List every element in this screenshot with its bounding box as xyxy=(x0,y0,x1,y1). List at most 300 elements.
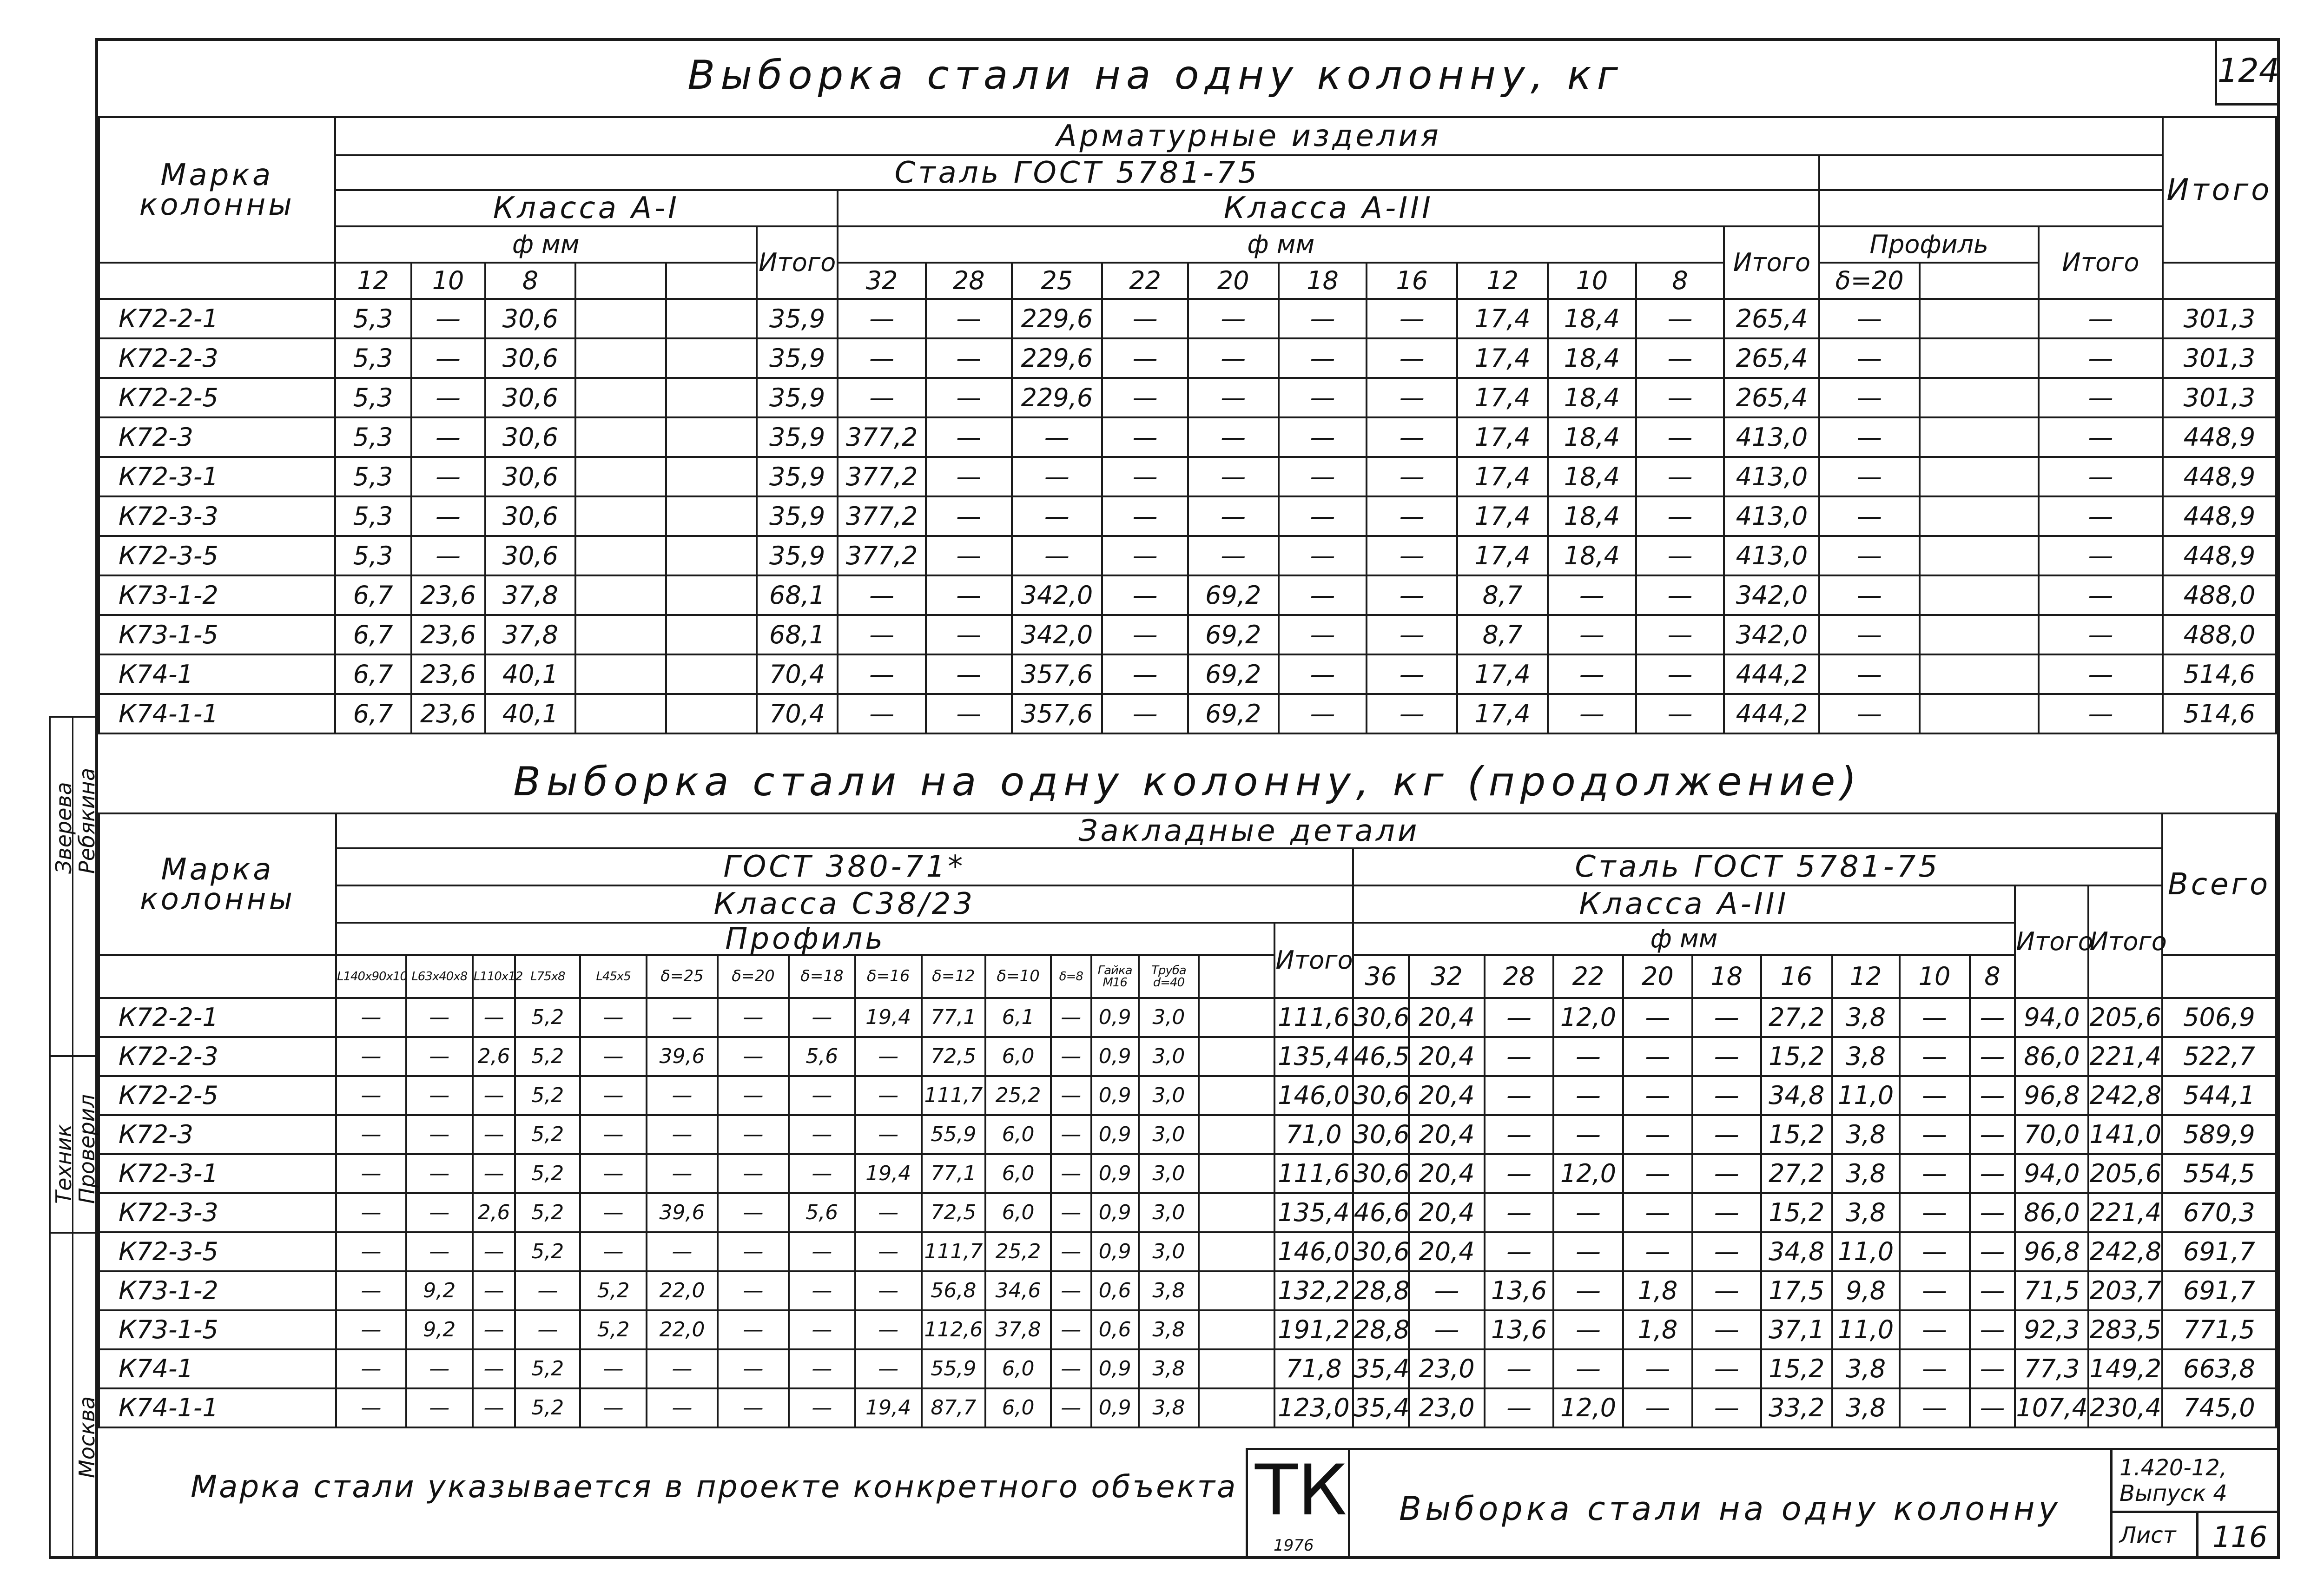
sheet-number: 116 xyxy=(2212,1520,2268,1554)
table-row xyxy=(99,1076,2276,1115)
col-head: 20 xyxy=(1623,955,1692,998)
table-cell: — xyxy=(1367,694,1457,733)
table-cell: — xyxy=(1819,378,1919,417)
table-cell xyxy=(666,654,757,694)
column-brand: К72-3-3 xyxy=(99,1193,336,1232)
table-cell: — xyxy=(1900,1388,1970,1427)
table-cell xyxy=(1199,1232,1274,1271)
table-cell: — xyxy=(1485,1232,1553,1271)
table-cell: 20,4 xyxy=(1409,1232,1485,1271)
table-cell xyxy=(666,378,757,417)
table-cell: 9,2 xyxy=(406,1310,473,1349)
page-number: 124 xyxy=(2217,52,2280,90)
table-cell: 111,7 xyxy=(922,1232,986,1271)
table-cell: — xyxy=(1636,694,1724,733)
total-cell: 301,3 xyxy=(2163,299,2276,338)
table-cell: — xyxy=(1279,694,1367,733)
subtotal-cell: 146,0 xyxy=(1274,1232,1353,1271)
table-cell: — xyxy=(1970,1232,2015,1271)
column-brand: К74-1-1 xyxy=(99,694,335,733)
table-cell: 5,3 xyxy=(335,536,411,575)
table-cell: — xyxy=(718,1232,789,1271)
table-row xyxy=(99,496,2276,536)
table-cell: — xyxy=(1970,1037,2015,1076)
table-cell: — xyxy=(855,1271,922,1310)
table-cell: — xyxy=(1051,998,1091,1037)
table-cell: 27,2 xyxy=(1761,1154,1832,1193)
table-cell: 0,9 xyxy=(1091,1115,1139,1154)
subtotal-cell: 146,0 xyxy=(1274,1076,1353,1115)
column-brand: К72-3-1 xyxy=(99,457,335,496)
table-cell: 37,8 xyxy=(485,615,576,654)
table-cell: — xyxy=(1485,1037,1553,1076)
subtotal-cell: 92,3 xyxy=(2015,1310,2088,1349)
table-cell: — xyxy=(1279,378,1367,417)
table-cell: 6,0 xyxy=(985,1115,1051,1154)
table-cell: — xyxy=(1553,1076,1623,1115)
table-cell: 3,8 xyxy=(1832,1388,1900,1427)
table-cell: — xyxy=(1970,1115,2015,1154)
table-cell: 18,4 xyxy=(1548,299,1636,338)
table-cell: 0,6 xyxy=(1091,1310,1139,1349)
col-head xyxy=(666,263,757,299)
table-cell: 23,0 xyxy=(1409,1349,1485,1388)
subtotal-cell: 71,8 xyxy=(1274,1349,1353,1388)
table-cell: 5,2 xyxy=(580,1271,647,1310)
table-cell: 6,0 xyxy=(985,1388,1051,1427)
table-cell: — xyxy=(647,1115,718,1154)
table-cell: 3,0 xyxy=(1139,998,1199,1037)
table-cell: — xyxy=(1188,457,1279,496)
table-cell: 5,6 xyxy=(789,1037,855,1076)
table-cell: 18,4 xyxy=(1548,378,1636,417)
table-cell: — xyxy=(1900,1076,1970,1115)
table-cell xyxy=(1920,299,2039,338)
subtotal-cell: 265,4 xyxy=(1724,338,1819,378)
table-cell: 46,6 xyxy=(1353,1193,1409,1232)
col-head: 25 xyxy=(1012,263,1103,299)
table-cell: 13,6 xyxy=(1485,1310,1553,1349)
table-cell: — xyxy=(1279,575,1367,615)
table-cell: — xyxy=(1279,496,1367,536)
table-cell: 3,8 xyxy=(1832,1349,1900,1388)
subtotal-cell: 86,0 xyxy=(2015,1037,2088,1076)
subtotal-cell: 35,9 xyxy=(757,299,838,338)
table-cell: 72,5 xyxy=(922,1193,986,1232)
table-cell xyxy=(575,417,666,457)
col-head: L45x5 xyxy=(580,955,647,998)
subtotal-cell: 413,0 xyxy=(1724,457,1819,496)
table-cell: — xyxy=(336,1271,406,1310)
table-cell: 112,6 xyxy=(922,1310,986,1349)
table-cell: — xyxy=(1102,496,1188,536)
table-cell: — xyxy=(406,1349,473,1388)
table-cell xyxy=(575,654,666,694)
table-cell: — xyxy=(411,299,485,338)
col-head xyxy=(1199,955,1274,998)
table-cell: 30,6 xyxy=(485,417,576,457)
subtotal-cell: 96,8 xyxy=(2015,1232,2088,1271)
table-cell xyxy=(575,457,666,496)
column-brand: К73-1-2 xyxy=(99,1271,336,1310)
table-cell: — xyxy=(1623,1115,1692,1154)
table-cell: — xyxy=(926,654,1012,694)
table-cell: — xyxy=(1970,1271,2015,1310)
table-cell: — xyxy=(718,1037,789,1076)
table-cell: 3,0 xyxy=(1139,1076,1199,1115)
table-cell: — xyxy=(580,998,647,1037)
table-row xyxy=(99,457,2276,496)
subtotal-cell: 242,8 xyxy=(2088,1076,2162,1115)
table-cell: 6,7 xyxy=(335,694,411,733)
itogo-a-header: Итого xyxy=(2015,885,2088,998)
blank-cell xyxy=(1920,263,2039,299)
footer-series-mid xyxy=(2110,1511,2280,1513)
table-cell: — xyxy=(718,1154,789,1193)
table-cell: 2,6 xyxy=(473,1037,515,1076)
col-head: L63x40x8 xyxy=(406,955,473,998)
table-cell xyxy=(1199,1388,1274,1427)
blank-cell xyxy=(2162,955,2276,998)
col-head: 20 xyxy=(1188,263,1279,299)
col-head: 8 xyxy=(485,263,576,299)
col-head: 32 xyxy=(838,263,926,299)
col-head: δ=10 xyxy=(985,955,1051,998)
table-cell: 23,6 xyxy=(411,615,485,654)
table-cell xyxy=(1199,1271,1274,1310)
table-cell: 77,1 xyxy=(922,998,986,1037)
table-cell: 18,4 xyxy=(1548,338,1636,378)
total-cell: 488,0 xyxy=(2163,615,2276,654)
table-cell: — xyxy=(411,378,485,417)
table-cell: 3,8 xyxy=(1832,1115,1900,1154)
table-cell: — xyxy=(1367,378,1457,417)
subtotal-cell: 96,8 xyxy=(2015,1076,2088,1115)
table-cell: — xyxy=(580,1193,647,1232)
table-cell: — xyxy=(1051,1115,1091,1154)
dia-header-2: ф мм xyxy=(1353,923,2015,955)
table-cell: 22,0 xyxy=(647,1271,718,1310)
table-cell: — xyxy=(789,998,855,1037)
table-cell: 23,6 xyxy=(411,654,485,694)
table-cell: — xyxy=(1102,457,1188,496)
table-cell: — xyxy=(580,1076,647,1115)
total-cell: 514,6 xyxy=(2163,654,2276,694)
table-cell: 30,6 xyxy=(485,338,576,378)
subtotal-cell: 68,1 xyxy=(757,615,838,654)
table-cell: 30,6 xyxy=(1353,1232,1409,1271)
total-cell: 670,3 xyxy=(2162,1193,2276,1232)
col-head: δ=18 xyxy=(789,955,855,998)
table-cell: — xyxy=(926,496,1012,536)
table-cell: 0,9 xyxy=(1091,998,1139,1037)
table-row xyxy=(99,694,2276,733)
footer-title: Выборка стали на одну колонну xyxy=(1399,1490,2062,1528)
total-cell: 514,6 xyxy=(2163,694,2276,733)
table-cell: — xyxy=(1367,536,1457,575)
table-cell: — xyxy=(838,338,926,378)
itogo-all-header: Итого xyxy=(2088,885,2162,998)
subtotal-cell: — xyxy=(2039,338,2163,378)
table-cell: 6,0 xyxy=(985,1349,1051,1388)
table-cell xyxy=(1199,1349,1274,1388)
table-cell: — xyxy=(473,1271,515,1310)
subtotal-cell: 413,0 xyxy=(1724,417,1819,457)
table-cell: — xyxy=(647,1388,718,1427)
table-cell: — xyxy=(1692,1115,1761,1154)
table-row xyxy=(99,1349,2276,1388)
col-head: 12 xyxy=(1457,263,1548,299)
table-cell: — xyxy=(473,1232,515,1271)
table-cell xyxy=(666,457,757,496)
table-cell: 15,2 xyxy=(1761,1037,1832,1076)
table-cell: 69,2 xyxy=(1188,654,1279,694)
table-cell: 377,2 xyxy=(838,417,926,457)
table-cell: 5,3 xyxy=(335,417,411,457)
table-cell: 25,2 xyxy=(985,1232,1051,1271)
table-cell: — xyxy=(718,1349,789,1388)
table-cell: — xyxy=(336,1232,406,1271)
table-cell: 377,2 xyxy=(838,457,926,496)
table-cell: — xyxy=(1188,496,1279,536)
table-cell: 12,0 xyxy=(1553,1154,1623,1193)
table-cell: 6,7 xyxy=(335,654,411,694)
subtotal-cell: 413,0 xyxy=(1724,496,1819,536)
footer-top-line xyxy=(1246,1448,2280,1450)
total-cell: 554,5 xyxy=(2162,1154,2276,1193)
table-cell: 23,6 xyxy=(411,694,485,733)
total-cell: 506,9 xyxy=(2162,998,2276,1037)
table-cell: — xyxy=(1819,694,1919,733)
table-cell: — xyxy=(855,1232,922,1271)
table-cell: — xyxy=(1900,1154,1970,1193)
table-cell xyxy=(666,615,757,654)
table-cell: — xyxy=(1102,575,1188,615)
table-cell: — xyxy=(718,1271,789,1310)
class-c-header: Класса С38/23 xyxy=(336,885,1353,923)
table-row xyxy=(99,1115,2276,1154)
table-cell xyxy=(1920,417,2039,457)
table-cell: 5,2 xyxy=(515,1193,580,1232)
table-cell: — xyxy=(1636,536,1724,575)
subtotal-cell: — xyxy=(2039,575,2163,615)
col-head xyxy=(575,263,666,299)
table-cell xyxy=(1199,1310,1274,1349)
subtotal-cell: 342,0 xyxy=(1724,575,1819,615)
table-row xyxy=(99,1154,2276,1193)
table-row xyxy=(99,615,2276,654)
table-cell: 17,4 xyxy=(1457,496,1548,536)
table-cell: 0,9 xyxy=(1091,1154,1139,1193)
table-row xyxy=(99,299,2276,338)
table-cell: — xyxy=(1623,1349,1692,1388)
subtotal-cell: 94,0 xyxy=(2015,998,2088,1037)
table-cell: — xyxy=(1636,417,1724,457)
subtotal-cell: 77,3 xyxy=(2015,1349,2088,1388)
table-cell: — xyxy=(411,536,485,575)
table-cell: 342,0 xyxy=(1012,575,1103,615)
table-cell: 20,4 xyxy=(1409,1193,1485,1232)
subtotal-cell: 205,6 xyxy=(2088,998,2162,1037)
col-head: 28 xyxy=(926,263,1012,299)
table-cell: 72,5 xyxy=(922,1037,986,1076)
table-cell: 15,2 xyxy=(1761,1349,1832,1388)
table-cell: — xyxy=(1636,496,1724,536)
table-cell: 28,8 xyxy=(1353,1271,1409,1310)
table-cell: 23,0 xyxy=(1409,1388,1485,1427)
col-head: δ=16 xyxy=(855,955,922,998)
table-cell: — xyxy=(1188,417,1279,457)
subtotal-cell: 413,0 xyxy=(1724,536,1819,575)
class3-header-2: Класса А-III xyxy=(1353,885,2015,923)
table-cell: — xyxy=(1367,417,1457,457)
table-cell: — xyxy=(1819,615,1919,654)
table-cell: 0,6 xyxy=(1091,1271,1139,1310)
table-cell: — xyxy=(1102,417,1188,457)
table-cell xyxy=(1920,496,2039,536)
table-cell: 19,4 xyxy=(855,1388,922,1427)
table-cell: 40,1 xyxy=(485,654,576,694)
table-cell: — xyxy=(1485,1349,1553,1388)
table-cell: 69,2 xyxy=(1188,575,1279,615)
table-cell: 3,8 xyxy=(1832,1037,1900,1076)
table-cell: — xyxy=(1636,378,1724,417)
title-top: Выборка стали на одну колонну, кг xyxy=(687,52,1624,99)
table-cell xyxy=(1199,1037,1274,1076)
table-cell: — xyxy=(647,1349,718,1388)
table-cell: 3,8 xyxy=(1832,998,1900,1037)
table-cell: — xyxy=(718,1310,789,1349)
margin-line xyxy=(49,716,51,1557)
table-cell: — xyxy=(838,694,926,733)
table-cell: — xyxy=(1900,1115,1970,1154)
table-cell: — xyxy=(1970,1193,2015,1232)
table-cell: — xyxy=(406,1193,473,1232)
table-cell: — xyxy=(789,1271,855,1310)
table-cell: — xyxy=(718,1193,789,1232)
table-cell: 0,9 xyxy=(1091,1037,1139,1076)
profile-header: Профиль xyxy=(1819,226,2039,263)
table-cell: 34,8 xyxy=(1761,1076,1832,1115)
table-cell: — xyxy=(336,1037,406,1076)
table-cell: 34,8 xyxy=(1761,1232,1832,1271)
table-cell: 3,0 xyxy=(1139,1193,1199,1232)
column-brand: К72-3-3 xyxy=(99,496,335,536)
table-cell: 18,4 xyxy=(1548,496,1636,536)
subtotal-cell: — xyxy=(2039,378,2163,417)
table-cell: 39,6 xyxy=(647,1193,718,1232)
blank-cell xyxy=(1819,190,2162,226)
table-cell: 17,4 xyxy=(1457,299,1548,338)
table-cell: 15,2 xyxy=(1761,1115,1832,1154)
table-cell: — xyxy=(1279,457,1367,496)
table-cell: — xyxy=(336,998,406,1037)
table-row xyxy=(99,575,2276,615)
table-cell: 17,5 xyxy=(1761,1271,1832,1310)
subtotal-cell: 230,4 xyxy=(2088,1388,2162,1427)
table-cell: — xyxy=(1367,299,1457,338)
table-cell: — xyxy=(1102,694,1188,733)
table-cell: — xyxy=(1367,496,1457,536)
column-brand: К72-2-3 xyxy=(99,338,335,378)
table-cell: — xyxy=(1548,654,1636,694)
total-cell: 745,0 xyxy=(2162,1388,2276,1427)
table-cell: 0,9 xyxy=(1091,1076,1139,1115)
table-cell: 0,9 xyxy=(1091,1193,1139,1232)
subtotal-cell: 35,9 xyxy=(757,457,838,496)
subtotal-cell: — xyxy=(2039,654,2163,694)
table-cell: 11,0 xyxy=(1832,1076,1900,1115)
col-head: Гайка М16 xyxy=(1091,955,1139,998)
table-cell: — xyxy=(1623,1388,1692,1427)
table-cell xyxy=(666,536,757,575)
table-cell: — xyxy=(1012,536,1103,575)
series-1: 1.420-12, xyxy=(2119,1455,2227,1481)
table-cell: 17,4 xyxy=(1457,536,1548,575)
table-cell xyxy=(575,338,666,378)
table-cell: — xyxy=(473,998,515,1037)
table-cell: 20,4 xyxy=(1409,1037,1485,1076)
table-cell: — xyxy=(336,1154,406,1193)
subtotal-cell: 35,9 xyxy=(757,338,838,378)
col-head: δ=12 xyxy=(922,955,986,998)
footer-tk-right xyxy=(1348,1448,1350,1557)
subtotal-cell: 35,9 xyxy=(757,536,838,575)
table-cell: 5,6 xyxy=(789,1193,855,1232)
column-brand: К72-2-5 xyxy=(99,378,335,417)
stamp-role-1: Техник xyxy=(51,1124,76,1204)
total-cell: 301,3 xyxy=(2163,338,2276,378)
table-cell: — xyxy=(580,1388,647,1427)
blank-cell xyxy=(1819,155,2162,190)
table-row xyxy=(99,417,2276,457)
table-cell xyxy=(666,496,757,536)
table-cell: 8,7 xyxy=(1457,575,1548,615)
table-cell: — xyxy=(1548,615,1636,654)
table-cell: — xyxy=(1051,1349,1091,1388)
stamp-role-2: Проверил xyxy=(74,1094,99,1204)
subtotal-cell: 107,4 xyxy=(2015,1388,2088,1427)
table-cell: 5,3 xyxy=(335,299,411,338)
table-cell: — xyxy=(1970,1388,2015,1427)
table-cell: 5,2 xyxy=(515,1076,580,1115)
table-cell: — xyxy=(1623,1076,1692,1115)
table-cell: 0,9 xyxy=(1091,1349,1139,1388)
table-cell: 229,6 xyxy=(1012,338,1103,378)
table-cell: — xyxy=(1553,1349,1623,1388)
subtotal-cell: 221,4 xyxy=(2088,1037,2162,1076)
table-cell: 28,8 xyxy=(1353,1310,1409,1349)
table-cell: 342,0 xyxy=(1012,615,1103,654)
frame-top xyxy=(95,38,2280,41)
table-cell: — xyxy=(1051,1076,1091,1115)
series-2: Выпуск 4 xyxy=(2119,1480,2227,1506)
table-cell: 30,6 xyxy=(1353,1076,1409,1115)
col-head: 8 xyxy=(1636,263,1724,299)
subtotal-cell: — xyxy=(2039,615,2163,654)
table-cell: — xyxy=(647,1076,718,1115)
table-cell: — xyxy=(1051,1193,1091,1232)
vsego-header: Всего xyxy=(2162,813,2276,955)
table-cell: — xyxy=(1367,575,1457,615)
table-cell: — xyxy=(1692,1232,1761,1271)
table-cell: 30,6 xyxy=(485,378,576,417)
footer-tk-left xyxy=(1246,1448,1248,1557)
blank-cell xyxy=(2163,263,2276,299)
table-cell: 11,0 xyxy=(1832,1232,1900,1271)
table-cell: — xyxy=(580,1115,647,1154)
total-cell: 544,1 xyxy=(2162,1076,2276,1115)
